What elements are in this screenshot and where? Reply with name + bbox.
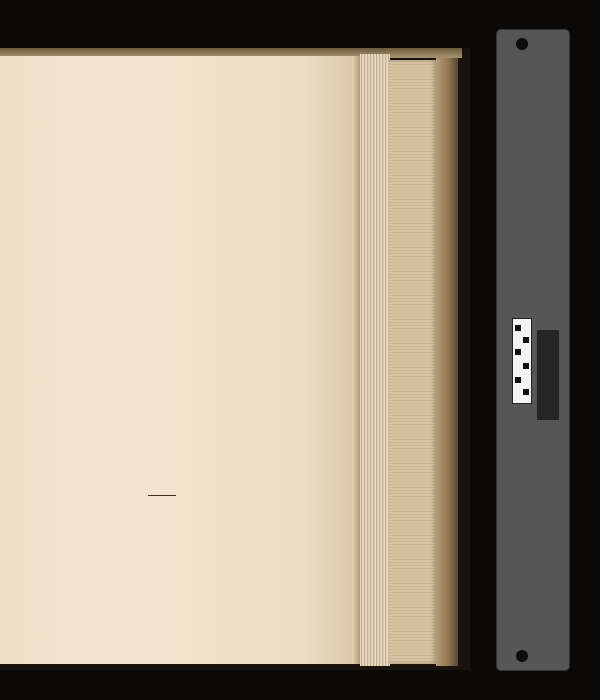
- page-edges: [360, 54, 390, 666]
- signature-line: [28, 124, 316, 144]
- book-page: [0, 56, 358, 664]
- book-cover-cloth: [388, 60, 436, 664]
- mounting-hole: [516, 38, 528, 50]
- closing-rule: [148, 495, 176, 496]
- page-text: [28, 102, 316, 146]
- book-cover-edge: [436, 58, 458, 666]
- calibration-mark-block: [512, 318, 532, 404]
- brand-label: [537, 340, 559, 420]
- mounting-hole: [516, 650, 528, 662]
- color-calibration-target: [497, 30, 569, 670]
